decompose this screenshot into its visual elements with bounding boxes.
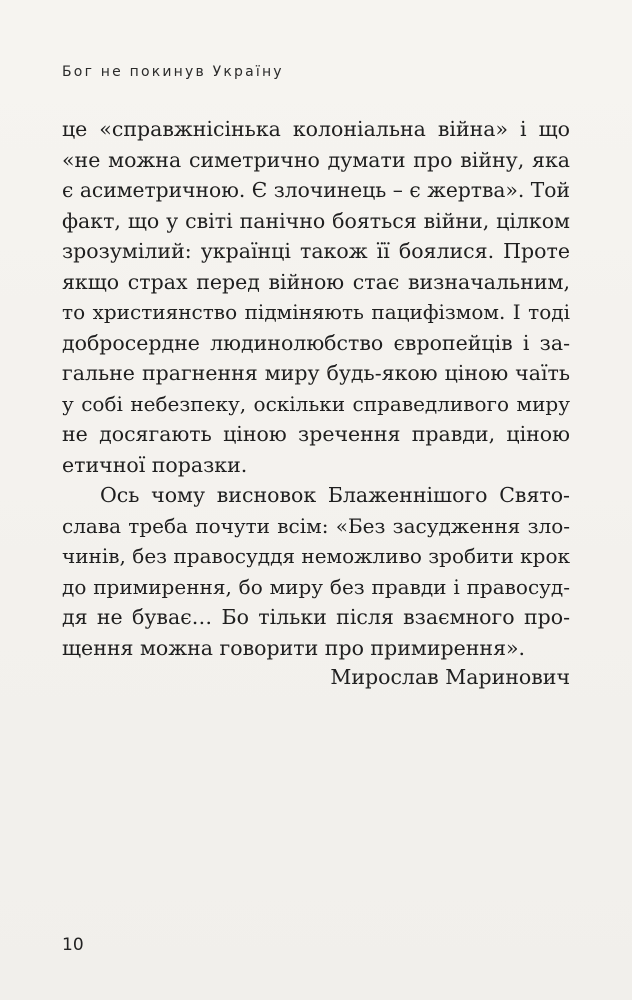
text-line: дя не буває… Бо тільки після взаємного про- [62,605,570,629]
text-line: факт, що у світі панічно бояться війни, цілком [62,208,570,233]
body-text [62,114,570,663]
text-line: Ось чому висновок Блаженнішого Свято- [100,483,570,507]
text-line: добросердне людинолюбство європейців і за- [62,330,570,355]
running-head: Бог не покинув Україну [62,64,284,80]
text-line: слава треба почути всім: «Без засудження зло- [62,513,570,538]
text-line: «не можна симетрично думати про війну, яка [62,147,570,172]
text-line: зрозумілий: українці також її боялися. Проте [62,239,570,263]
paragraph-1 [62,114,570,480]
page-number: 10 [62,935,84,955]
text-line: чинів, без правосуддя неможливо зробити крок [62,544,570,568]
text-line: якщо страх перед війною стає визначальним, [62,269,570,294]
text-line: то християнство підміняють пацифізмом. І тоді [62,300,570,324]
text-line: етичної поразки. [62,452,248,477]
paragraph-2 [62,480,570,663]
text-line: є асиметричною. Є злочинець – є жертва». Той [62,178,570,202]
text-line: гальне прагнення миру будь-якою ціною чаїть [62,361,570,385]
author-signature: Мирослав Маринович [330,665,570,689]
text-line: у собі небезпеку, оскільки справедливого миру [62,391,570,416]
text-line: до примирення, бо миру без правди і правосуд- [62,574,570,599]
text-line: щення можна говорити про примирення». [62,635,526,660]
text-line: це «справжнісінька колоніальна війна» і що [62,117,570,141]
text-line: не досягають ціною зречення правди, ціною [62,422,570,446]
